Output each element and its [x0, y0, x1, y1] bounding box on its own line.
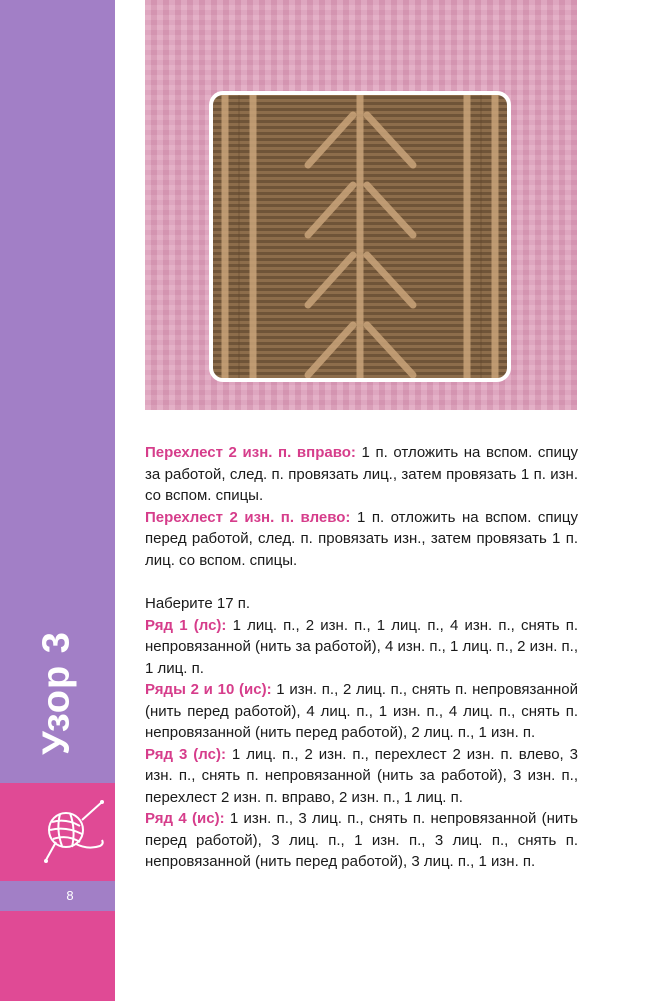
- definition-text: 1 п. отложить на вспом. спицу перед работой, след. п. провязать изн., затем провязать 1 п. лиц. со вспом. спицы.: [145, 508, 578, 569]
- row-3: [145, 744, 578, 809]
- row-label: Ряд 3 (лс):: [145, 745, 226, 763]
- row-2-10: [145, 679, 578, 744]
- row-text: 1 изн. п., 3 лиц. п., снять п. непровязанной (нить перед работой), 3 лиц. п., 1 изн. п., 3 лиц. п., снять п. непровязанной (нить перед работой), 3 лиц. п., 1 изн. п.: [145, 810, 578, 870]
- definition-right: [145, 442, 578, 507]
- row-1: [145, 615, 578, 680]
- definition-term: Перехлест 2 изн. п. вправо:: [145, 444, 356, 461]
- row-4: [145, 808, 578, 873]
- page-number: 8: [66, 888, 74, 903]
- definition-term: Перехлест 2 изн. п. влево:: [145, 508, 351, 526]
- sidebar: [0, 0, 115, 1001]
- row-text: 1 лиц. п., 2 изн. п., перехлест 2 изн. п. влево, 3 изн. п., снять п. непровязанной (нить за работой), 3 изн. п., перехлест 2 изн. п. вправо, 2 изн. п., 1 лиц. п.: [145, 745, 579, 806]
- pattern-text: [145, 442, 578, 873]
- chapter-title: Узор 3: [35, 631, 78, 755]
- row-text: 1 изн. п., 2 лиц. п., снять п. непровязанной (нить перед работой), 4 лиц. п., 1 изн. п., 4 лиц. п., снять п. непровязанной (нить перед работой), 2 лиц. п., 1 изн. п.: [145, 681, 579, 741]
- sidebar-bottom-block: [0, 911, 115, 1001]
- row-label: Ряды 2 и 10 (ис):: [145, 681, 272, 698]
- yarn-ball-icon: [42, 800, 106, 866]
- cast-on-intro: Наберите 17 п.: [145, 595, 251, 612]
- row-text: 1 лиц. п., 2 изн. п., 1 лиц. п., 4 изн. п., снять п. непровязанной (нить за работой), 4 изн. п., 1 лиц. п., 2 изн. п., 1 лиц. п.: [145, 616, 579, 677]
- definition-left: [145, 507, 578, 572]
- cable-pattern-photo: [209, 91, 511, 382]
- row-label: Ряд 4 (ис):: [145, 810, 225, 827]
- definition-text: 1 п. отложить на вспом. спицу за работой, след. п. провязать лиц., затем провязать 1 п. изн. со вспом. спицы.: [145, 444, 578, 504]
- row-label: Ряд 1 (лс):: [145, 616, 227, 634]
